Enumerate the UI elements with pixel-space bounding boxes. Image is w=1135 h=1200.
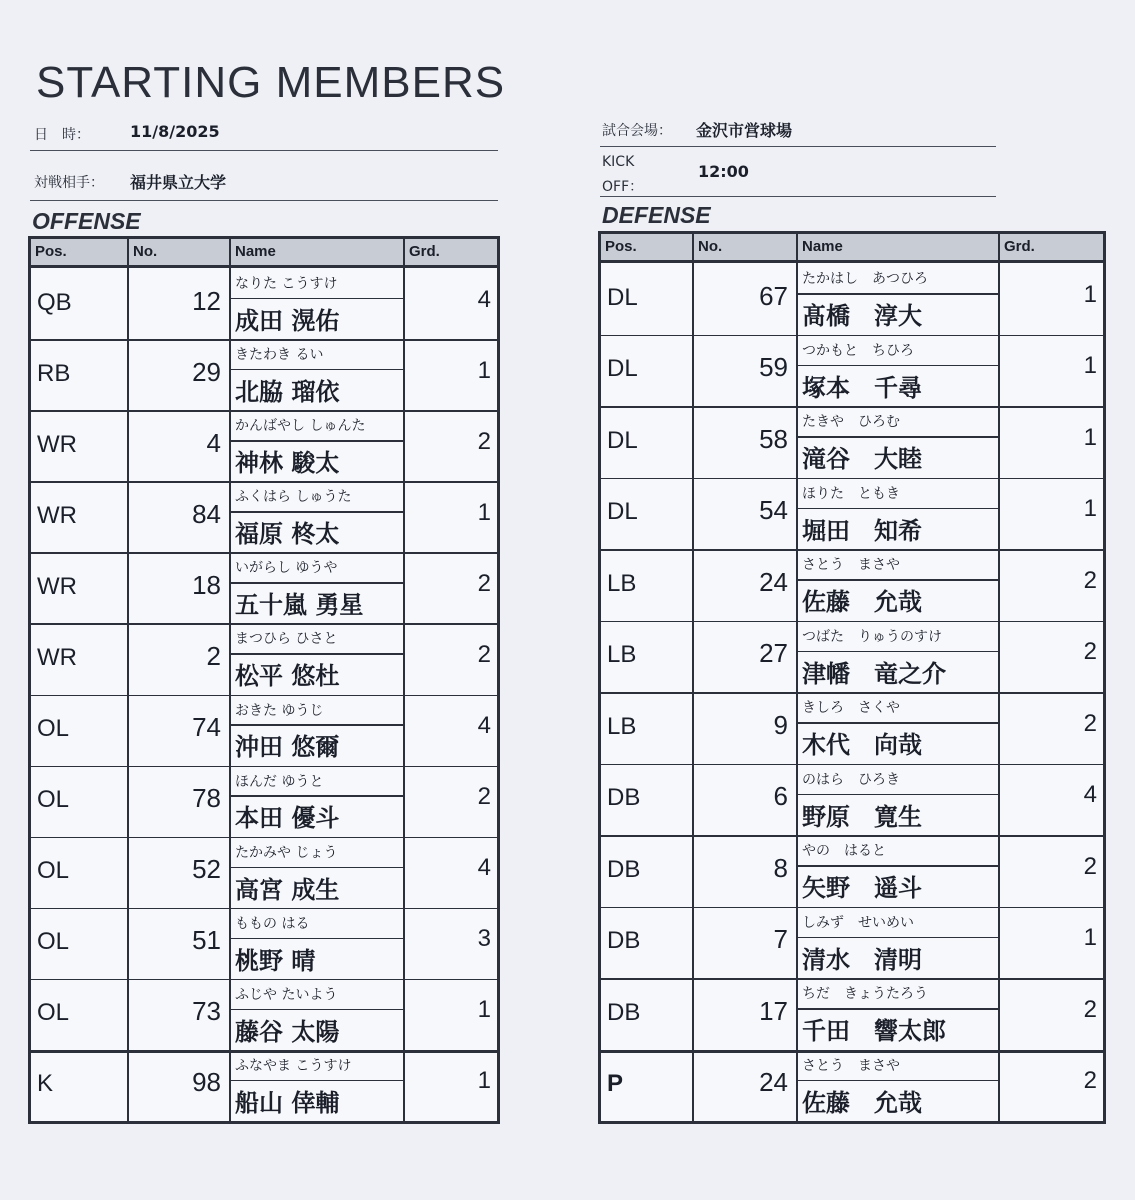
row-divider bbox=[601, 549, 1103, 551]
player-name: 神林 駿太 bbox=[235, 449, 340, 477]
table-row bbox=[601, 692, 1103, 764]
name-subdivider bbox=[796, 722, 998, 724]
position-cell: LB bbox=[607, 569, 637, 597]
position-cell: RB bbox=[37, 359, 71, 387]
jersey-number-cell: 58 bbox=[759, 423, 788, 454]
player-name: 本田 優斗 bbox=[235, 804, 340, 833]
table-row bbox=[601, 907, 1103, 979]
name-reading: ほりた ともき bbox=[802, 485, 900, 502]
name-subdivider bbox=[229, 724, 403, 726]
name-subdivider bbox=[796, 365, 998, 367]
grade-cell: 1 bbox=[1083, 423, 1097, 451]
grade-cell: 2 bbox=[477, 640, 491, 668]
position-cell: DL bbox=[607, 426, 638, 454]
name-subdivider bbox=[229, 795, 403, 797]
date-row bbox=[30, 110, 498, 151]
row-divider bbox=[601, 978, 1103, 980]
name-subdivider bbox=[796, 436, 998, 438]
name-subdivider bbox=[796, 508, 998, 510]
jersey-number-cell: 9 bbox=[773, 709, 788, 740]
table-row bbox=[31, 695, 497, 766]
jersey-number-cell: 59 bbox=[759, 352, 788, 383]
table-row bbox=[31, 623, 497, 694]
kickoff-label-2: OFF： bbox=[602, 179, 644, 195]
table-row bbox=[601, 621, 1103, 693]
jersey-number-cell: 2 bbox=[206, 640, 221, 671]
grade-cell: 2 bbox=[477, 427, 491, 455]
name-subdivider bbox=[229, 653, 403, 655]
name-subdivider bbox=[796, 651, 998, 653]
table-row bbox=[31, 908, 497, 979]
name-reading: のはら ひろき bbox=[802, 771, 900, 788]
name-reading: ふじや たいよう bbox=[235, 986, 338, 1003]
name-reading: やの はると bbox=[802, 843, 886, 859]
player-name: 佐藤 允哉 bbox=[802, 588, 922, 617]
venue-row bbox=[600, 106, 996, 147]
offense-label: OFFENSE bbox=[32, 208, 141, 234]
name-subdivider bbox=[796, 937, 998, 939]
name-reading: ほんだ ゆうと bbox=[235, 773, 324, 790]
opponent-value: 福井県立大学 bbox=[130, 173, 227, 192]
position-cell: OL bbox=[37, 999, 70, 1027]
table-row bbox=[601, 406, 1103, 478]
position-cell: QB bbox=[37, 288, 72, 316]
player-name: 佐藤 允哉 bbox=[802, 1088, 922, 1117]
position-cell: WR bbox=[37, 572, 77, 600]
table-row bbox=[601, 764, 1103, 836]
name-reading: きたわき るい bbox=[235, 347, 324, 364]
row-divider bbox=[31, 623, 497, 625]
jersey-number-cell: 51 bbox=[192, 925, 221, 956]
position-cell: DL bbox=[607, 498, 638, 526]
table-row bbox=[31, 268, 497, 339]
position-cell: K bbox=[37, 1070, 54, 1098]
jersey-number-cell: 84 bbox=[192, 498, 221, 529]
row-divider bbox=[31, 481, 497, 483]
row-divider bbox=[31, 1050, 497, 1053]
row-divider bbox=[601, 335, 1103, 337]
jersey-number-cell: 24 bbox=[759, 1067, 788, 1098]
grade-cell: 2 bbox=[1083, 852, 1097, 880]
jersey-number-cell: 98 bbox=[192, 1067, 221, 1098]
jersey-number-cell: 74 bbox=[192, 712, 221, 743]
jersey-number-cell: 73 bbox=[192, 996, 221, 1027]
jersey-number-cell: 12 bbox=[192, 285, 221, 316]
jersey-number-cell: 18 bbox=[192, 569, 221, 600]
header-no: No. bbox=[698, 238, 723, 255]
jersey-number-cell: 7 bbox=[773, 924, 788, 955]
jersey-number-cell: 6 bbox=[773, 781, 788, 812]
name-reading: たかはし あつひろ bbox=[802, 271, 928, 287]
grade-cell: 4 bbox=[477, 854, 491, 882]
name-subdivider bbox=[229, 298, 403, 300]
position-cell: DB bbox=[607, 855, 641, 883]
name-subdivider bbox=[796, 794, 998, 796]
position-cell: LB bbox=[607, 641, 637, 669]
position-cell: OL bbox=[37, 928, 70, 956]
defense-header-row bbox=[601, 234, 1103, 263]
name-reading: つかもと ちひろ bbox=[802, 342, 914, 359]
grade-cell: 4 bbox=[477, 285, 491, 313]
position-cell: DL bbox=[607, 355, 638, 383]
grade-cell: 2 bbox=[1083, 995, 1097, 1023]
row-divider bbox=[601, 692, 1103, 694]
position-cell: DL bbox=[607, 283, 638, 311]
date-value: 11/8/2025 bbox=[130, 122, 220, 141]
grade-cell: 2 bbox=[477, 569, 491, 597]
venue-value: 金沢市営球場 bbox=[696, 121, 793, 140]
page-title: STARTING MEMBERS bbox=[36, 58, 506, 107]
player-name: 沖田 悠爾 bbox=[235, 733, 340, 762]
offense-special-row bbox=[31, 1050, 497, 1121]
name-reading: ふくはら しゅうた bbox=[235, 489, 352, 506]
row-divider bbox=[601, 406, 1103, 408]
table-row bbox=[601, 263, 1103, 335]
player-name: 五十嵐 勇星 bbox=[235, 591, 364, 620]
name-subdivider bbox=[796, 579, 998, 581]
player-name: 松平 悠杜 bbox=[235, 662, 340, 691]
header-name: Name bbox=[802, 238, 843, 255]
name-reading: つばた りゅうのすけ bbox=[802, 628, 942, 645]
name-reading: かんばやし しゅんた bbox=[235, 418, 366, 435]
player-name: 桃野 晴 bbox=[235, 946, 316, 975]
player-name: 髙橋 淳大 bbox=[802, 302, 922, 331]
header-grd: Grd. bbox=[409, 243, 440, 260]
row-divider bbox=[601, 907, 1103, 909]
row-divider bbox=[601, 478, 1103, 480]
row-divider bbox=[31, 552, 497, 554]
player-name: 成田 滉佑 bbox=[235, 306, 340, 335]
jersey-number-cell: 29 bbox=[192, 356, 221, 387]
name-reading: しみず せいめい bbox=[802, 914, 914, 931]
name-subdivider bbox=[796, 1080, 998, 1082]
table-row bbox=[31, 837, 497, 908]
grade-cell: 4 bbox=[477, 712, 491, 740]
name-reading: さとう まさや bbox=[802, 1057, 900, 1074]
name-subdivider bbox=[229, 1080, 403, 1082]
row-divider bbox=[601, 835, 1103, 837]
name-subdivider bbox=[229, 369, 403, 371]
table-row bbox=[601, 835, 1103, 907]
offense-header-row bbox=[31, 239, 497, 268]
jersey-number-cell: 27 bbox=[759, 638, 788, 669]
position-cell: LB bbox=[607, 712, 637, 740]
position-cell: WR bbox=[37, 643, 77, 671]
player-name: 清水 清明 bbox=[802, 945, 922, 974]
grade-cell: 1 bbox=[477, 1067, 491, 1095]
name-reading: さとう まさや bbox=[802, 557, 900, 573]
header-grd: Grd. bbox=[1004, 238, 1035, 255]
opponent-label: 対戦相手： bbox=[34, 175, 104, 191]
player-name: 北脇 瑠依 bbox=[235, 377, 340, 406]
grade-cell: 1 bbox=[477, 996, 491, 1024]
grade-cell: 1 bbox=[1083, 280, 1097, 308]
name-subdivider bbox=[229, 511, 403, 513]
player-name: 藤谷 太陽 bbox=[235, 1017, 340, 1046]
position-cell: WR bbox=[37, 501, 77, 529]
position-cell: DB bbox=[607, 927, 641, 955]
position-cell: OL bbox=[37, 857, 70, 885]
player-name: 堀田 知希 bbox=[802, 516, 922, 545]
name-reading: たかみや じょう bbox=[235, 844, 338, 861]
row-divider bbox=[601, 764, 1103, 766]
jersey-number-cell: 54 bbox=[759, 495, 788, 526]
header-name: Name bbox=[235, 243, 276, 260]
name-subdivider bbox=[796, 865, 998, 867]
offense-table bbox=[28, 236, 500, 1124]
row-divider bbox=[601, 1050, 1103, 1053]
header-pos: Pos. bbox=[605, 238, 637, 255]
row-divider bbox=[31, 339, 497, 341]
position-cell: WR bbox=[37, 430, 77, 458]
date-label: 日 時： bbox=[34, 127, 90, 143]
row-divider bbox=[31, 837, 497, 839]
name-reading: ふなやま こうすけ bbox=[235, 1057, 352, 1074]
grade-cell: 2 bbox=[1083, 1067, 1097, 1095]
opponent-row bbox=[30, 160, 498, 201]
row-divider bbox=[31, 979, 497, 981]
name-subdivider bbox=[229, 1009, 403, 1011]
player-name: 高宮 成生 bbox=[235, 875, 340, 904]
player-name: 船山 倖輔 bbox=[235, 1088, 340, 1117]
table-row bbox=[31, 552, 497, 623]
name-reading: ちだ きょうたろう bbox=[802, 986, 928, 1002]
grade-cell: 2 bbox=[1083, 709, 1097, 737]
kickoff-row bbox=[600, 154, 996, 197]
jersey-number-cell: 67 bbox=[759, 280, 788, 311]
jersey-number-cell: 24 bbox=[759, 566, 788, 597]
header-pos: Pos. bbox=[35, 243, 67, 260]
grade-cell: 1 bbox=[477, 356, 491, 384]
name-subdivider bbox=[796, 293, 998, 295]
row-divider bbox=[31, 695, 497, 697]
jersey-number-cell: 52 bbox=[192, 854, 221, 885]
name-reading: いがらし ゆうや bbox=[235, 560, 338, 577]
name-subdivider bbox=[229, 867, 403, 869]
name-reading: なりた こうすけ bbox=[235, 276, 338, 292]
grade-cell: 2 bbox=[1083, 638, 1097, 666]
name-subdivider bbox=[229, 582, 403, 584]
kickoff-value: 12:00 bbox=[698, 162, 749, 181]
name-reading: まつひら ひさと bbox=[235, 631, 338, 648]
defense-label: DEFENSE bbox=[602, 202, 711, 228]
position-cell: OL bbox=[37, 715, 70, 743]
header-no: No. bbox=[133, 243, 158, 260]
player-name: 野原 寛生 bbox=[802, 802, 922, 831]
jersey-number-cell: 78 bbox=[192, 783, 221, 814]
player-name: 木代 向哉 bbox=[802, 731, 922, 760]
row-divider bbox=[601, 621, 1103, 623]
player-name: 津幡 竜之介 bbox=[802, 659, 946, 688]
position-cell: DB bbox=[607, 784, 641, 812]
name-reading: きしろ さくや bbox=[802, 700, 900, 716]
table-row bbox=[31, 979, 497, 1050]
grade-cell: 4 bbox=[1083, 781, 1097, 809]
grade-cell: 1 bbox=[1083, 352, 1097, 380]
name-reading: おきた ゆうじ bbox=[235, 702, 324, 719]
jersey-number-cell: 4 bbox=[206, 427, 221, 458]
grade-cell: 2 bbox=[1083, 566, 1097, 594]
name-reading: ももの はる bbox=[235, 915, 310, 932]
player-name: 千田 響太郎 bbox=[802, 1017, 946, 1046]
table-row bbox=[601, 978, 1103, 1050]
name-subdivider bbox=[229, 440, 403, 442]
table-row bbox=[601, 478, 1103, 550]
player-name: 滝谷 大睦 bbox=[802, 445, 922, 474]
position-cell: OL bbox=[37, 786, 70, 814]
jersey-number-cell: 8 bbox=[773, 852, 788, 883]
player-name: 福原 柊太 bbox=[235, 520, 340, 549]
kickoff-label-1: KICK bbox=[602, 154, 635, 170]
table-row bbox=[31, 339, 497, 410]
jersey-number-cell: 17 bbox=[759, 995, 788, 1026]
position-cell: P bbox=[607, 1070, 624, 1098]
row-divider bbox=[31, 766, 497, 768]
table-row bbox=[31, 481, 497, 552]
table-row bbox=[601, 549, 1103, 621]
table-row bbox=[31, 766, 497, 837]
defense-table bbox=[598, 231, 1106, 1124]
player-name: 塚本 千尋 bbox=[802, 373, 922, 402]
table-row bbox=[31, 410, 497, 481]
player-name: 矢野 遥斗 bbox=[802, 874, 922, 903]
row-divider bbox=[31, 410, 497, 412]
grade-cell: 2 bbox=[477, 783, 491, 811]
grade-cell: 1 bbox=[1083, 924, 1097, 952]
row-divider bbox=[31, 908, 497, 910]
venue-label: 試合会場： bbox=[602, 123, 672, 139]
name-subdivider bbox=[796, 1008, 998, 1010]
grade-cell: 1 bbox=[477, 498, 491, 526]
defense-special-row bbox=[601, 1050, 1103, 1122]
grade-cell: 1 bbox=[1083, 495, 1097, 523]
position-cell: DB bbox=[607, 998, 641, 1026]
name-reading: たきや ひろむ bbox=[802, 414, 900, 430]
name-subdivider bbox=[229, 938, 403, 940]
table-row bbox=[601, 335, 1103, 407]
grade-cell: 3 bbox=[477, 925, 491, 953]
